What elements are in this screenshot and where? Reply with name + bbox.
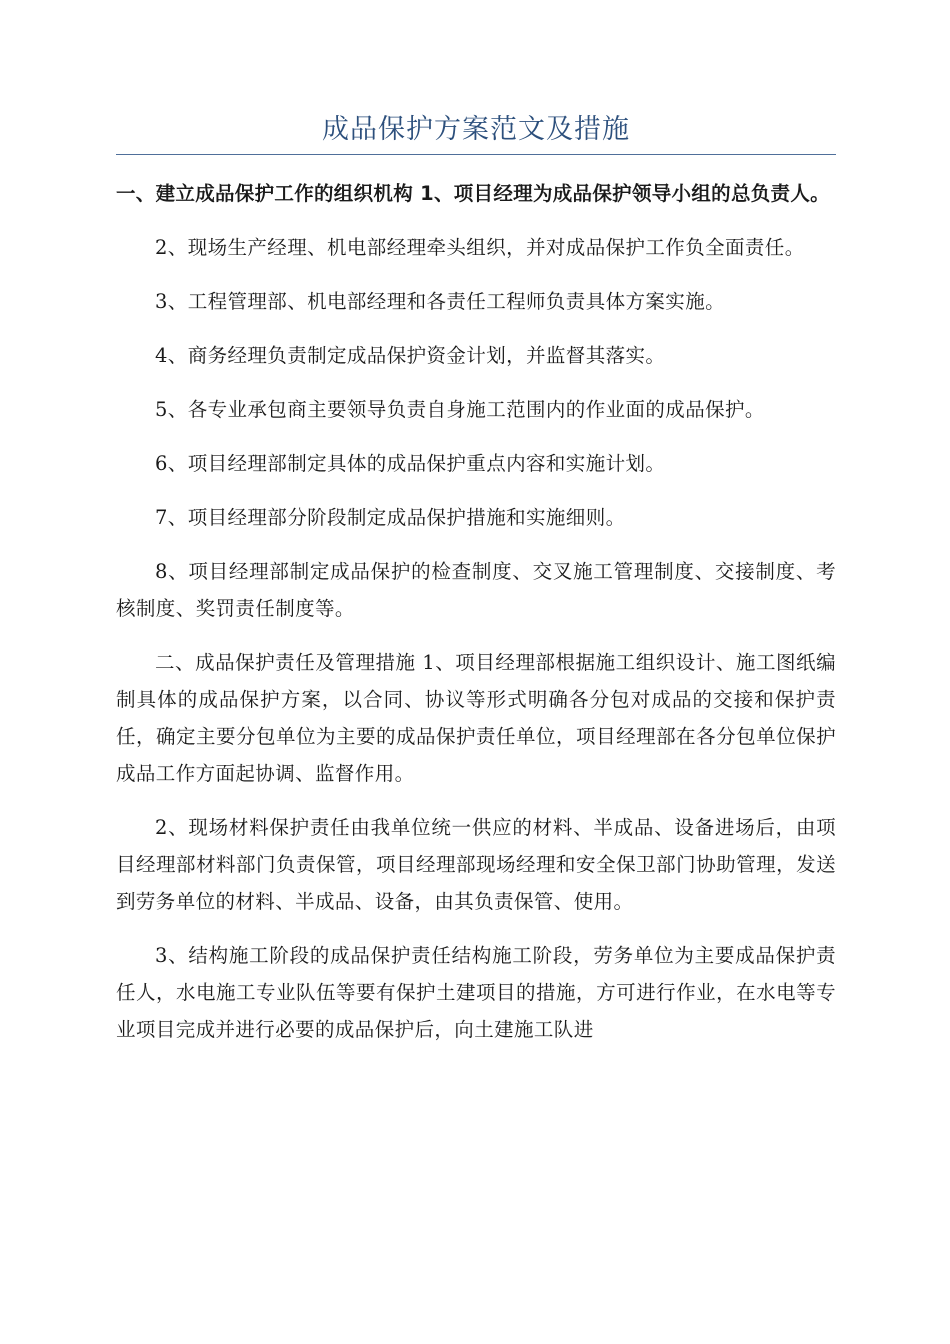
paragraph-7: 8、项目经理部制定成品保护的检查制度、交叉施工管理制度、交接制度、考核制度、奖罚责任制度等。 [116,560,836,620]
paragraph-2: 3、工程管理部、机电部经理和各责任工程师负责具体方案实施。 [155,290,726,313]
paragraph-3: 4、商务经理负责制定成品保护资金计划，并监督其落实。 [155,344,666,367]
section-heading: 一、建立成品保护工作的组织机构 1、项目经理为成品保护领导小组的总负责人。 [116,182,830,205]
paragraph-10: 3、结构施工阶段的成品保护责任结构施工阶段，劳务单位为主要成品保护责任人，水电施工专业队伍等要有保护土建项目的措施，方可进行作业，在水电等专业项目完成并进行必要的成品保护后，向土建施工队进 [116,944,836,1041]
paragraph-5: 6、项目经理部制定具体的成品保护重点内容和实施计划。 [155,452,666,475]
document-title: 成品保护方案范文及措施 [116,110,836,155]
paragraph-8: 二、成品保护责任及管理措施 1、项目经理部根据施工组织设计、施工图纸编制具体的成品保护方案，以合同、协议等形式明确各分包对成品的交接和保护责任，确定主要分包单位为主要的成品保护责任单位，项目经理部在各分包单位保护成品工作方面起协调、监督作用。 [116,651,836,785]
paragraph-6: 7、项目经理部分阶段制定成品保护措施和实施细则。 [155,506,626,529]
paragraph-9: 2、现场材料保护责任由我单位统一供应的材料、半成品、设备进场后，由项目经理部材料部门负责保管，项目经理部现场经理和安全保卫部门协助管理，发送到劳务单位的材料、半成品、设备，由其负责保管、使用。 [116,816,836,913]
paragraph-4: 5、各专业承包商主要领导负责自身施工范围内的作业面的成品保护。 [155,398,765,421]
paragraph-1: 2、现场生产经理、机电部经理牵头组织，并对成品保护工作负全面责任。 [155,236,805,259]
document-page [116,110,836,1048]
